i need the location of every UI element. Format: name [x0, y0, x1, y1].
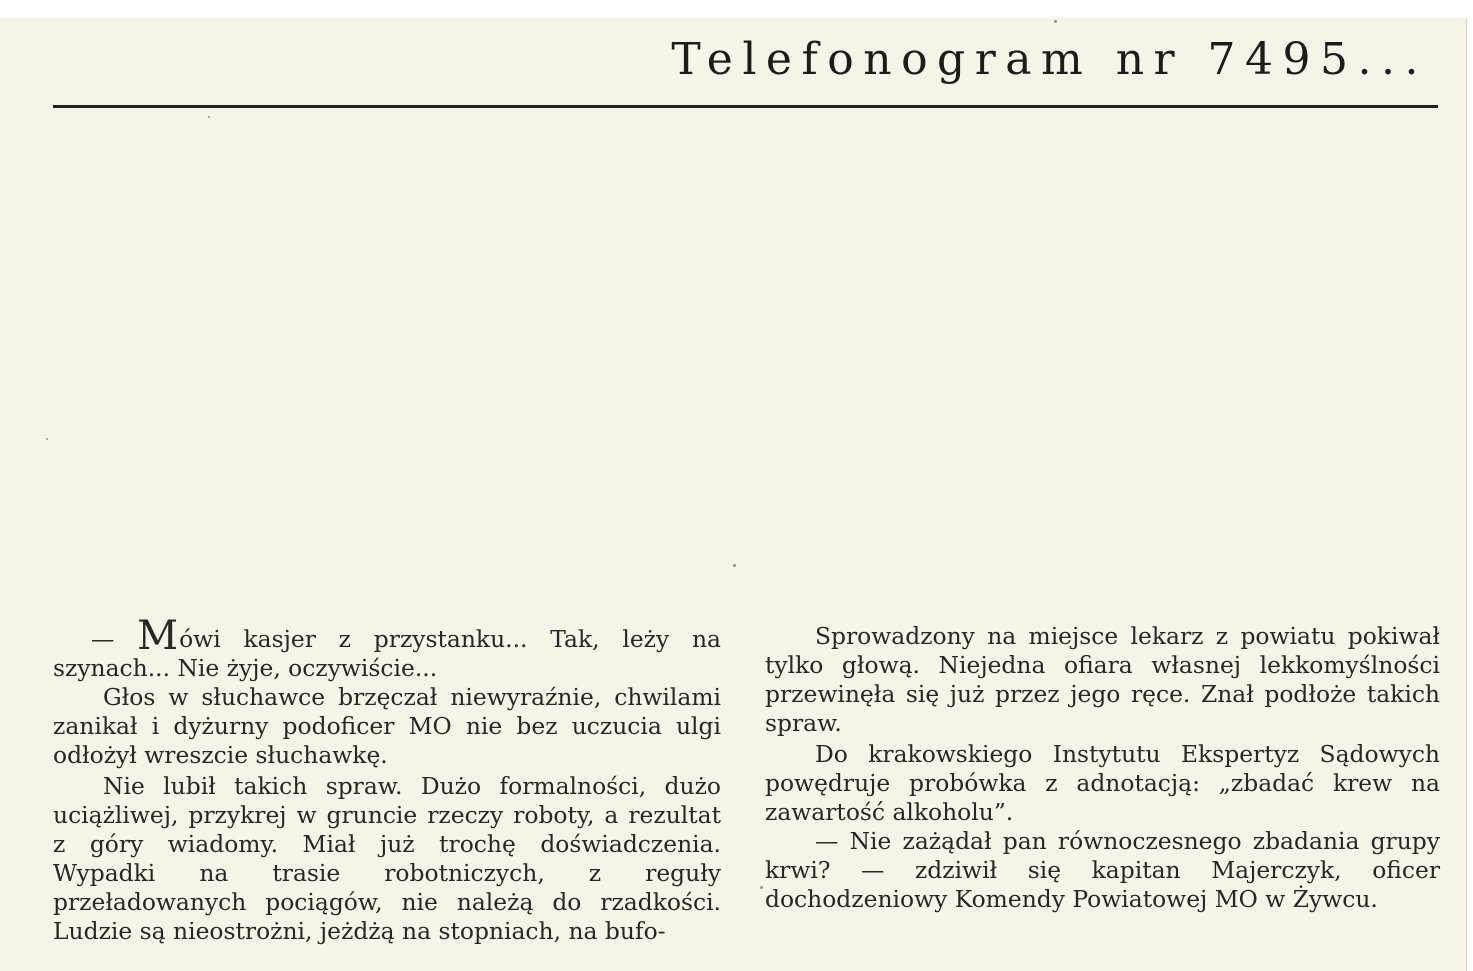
paragraph: Głos w słuchawce brzęczał niewyraźnie, chwilami zanikał i dyżurny podoficer MO nie bez uczucia ulgi odłożył wreszcie słuchawkę. [53, 683, 721, 769]
paper-speck [46, 438, 48, 440]
paragraph: — Nie zażądał pan równoczesnego zbadania grupy krwi? — zdziwił się kapitan Majerczyk, oficer dochodzeniowy Komendy Powiatowej MO w Żywcu. [765, 827, 1440, 913]
paragraph: Sprowadzony na miejsce lekarz z powiatu pokiwał tylko głową. Niejedna ofiara własnej lekkomyślności przewinęła się już przez jego ręce. Znał podłoże takich spraw. [765, 622, 1440, 737]
drop-cap: M [137, 613, 180, 659]
paper-speck [760, 886, 763, 889]
right-text-column [765, 622, 1440, 914]
paper-speck [1054, 20, 1057, 23]
chapter-title: Telefonogram nr 7495... [671, 34, 1428, 85]
opening-paragraph [53, 613, 721, 683]
paper-speck [733, 564, 736, 567]
page-edge [1466, 18, 1473, 971]
opening-dash: — [91, 625, 138, 653]
paragraph: Nie lubił takich spraw. Dużo formalności, dużo uciążliwej, przykrej w gruncie rzeczy roboty, a rezultat z góry wiadomy. Miał już trochę doświadczenia. Wypadki na trasie robotniczych, z reguły przeładowanych pociągów, nie należą do rzadkości. Ludzie są nieostrożni, jeżdżą na stopniach, na bufo- [53, 772, 721, 945]
title-rule [53, 105, 1438, 108]
book-page [0, 18, 1466, 971]
paper-speck [208, 116, 210, 118]
opening-text: ówi kasjer z przystanku... Tak, leży na szynach... Nie żyje, oczywiście... [53, 625, 721, 682]
left-text-column [53, 613, 721, 946]
paragraph: Do krakowskiego Instytutu Ekspertyz Sądowych powędruje probówka z adnotacją: „zbadać krew na zawartość alkoholu”. [765, 740, 1440, 826]
